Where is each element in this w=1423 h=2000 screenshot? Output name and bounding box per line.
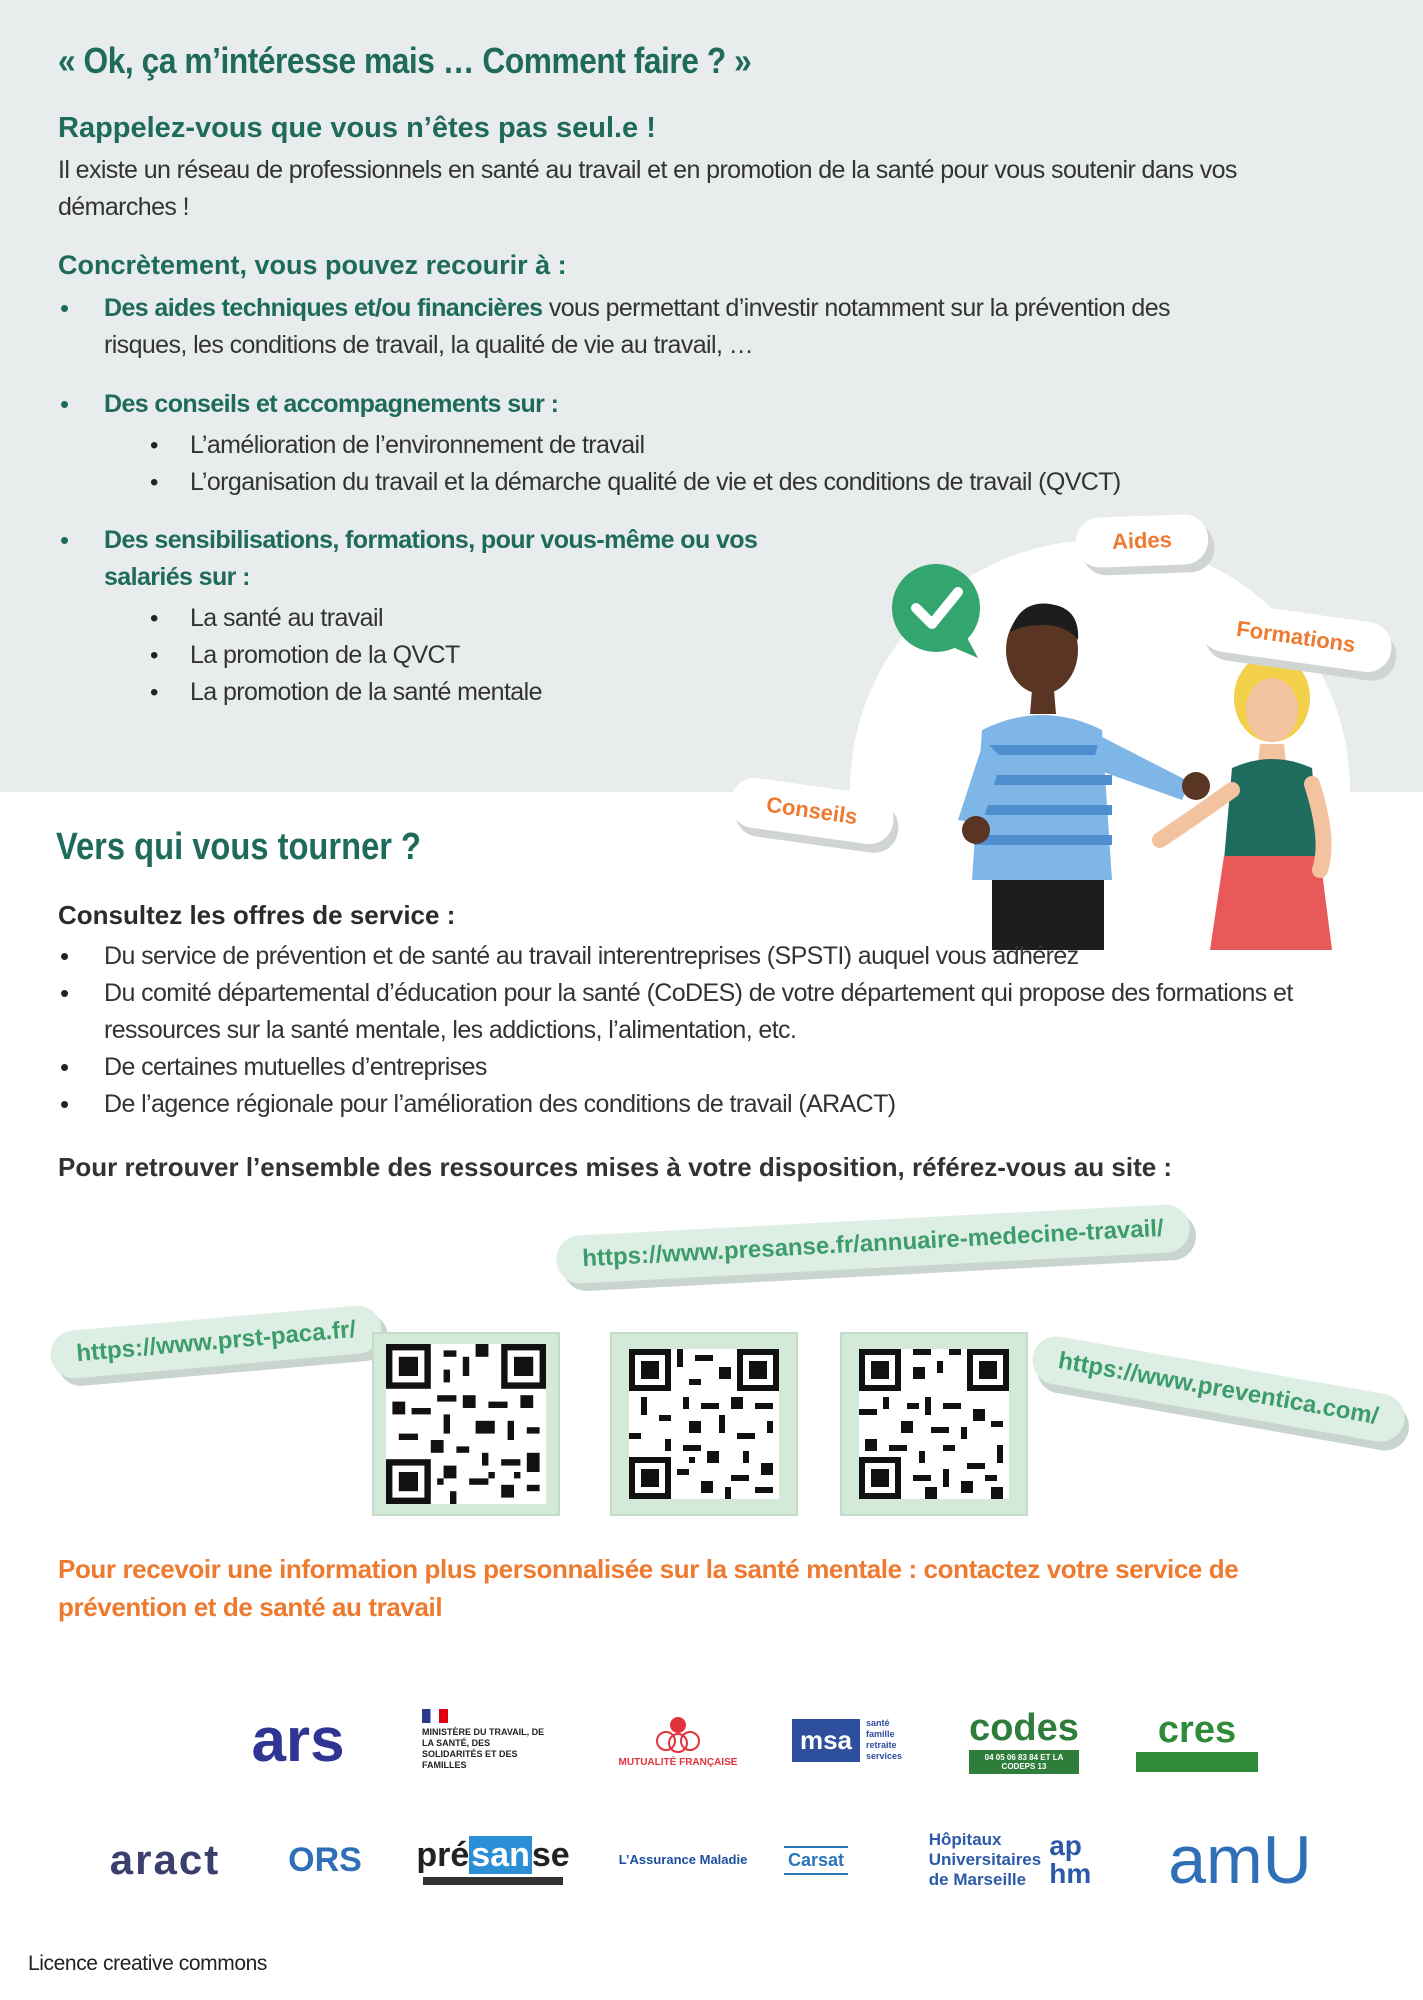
link-prst-paca[interactable]: https://www.prst-paca.fr/ (49, 1304, 384, 1381)
page-title: « Ok, ça m’intéresse mais … Comment faire ? » (58, 40, 752, 81)
logo-ors (282, 1820, 368, 1900)
logo-amu (1150, 1820, 1330, 1900)
sub-list-item: • L’organisation du travail et la démarche qualité de vie et des conditions de travail (QVCT) (104, 464, 1238, 501)
logo-aract-text: aract (109, 1836, 221, 1883)
logo-mutualite (618, 1695, 738, 1785)
logo-presanse (418, 1820, 568, 1900)
qr-code-icon (629, 1349, 779, 1499)
list-block-aides (58, 290, 1238, 364)
logo-hopitaux-text (929, 1830, 1041, 1890)
list-item: • De certaines mutuelles d’entreprises (58, 1049, 1368, 1086)
list-item: • De l’agence régionale pour l’amélioration des conditions de travail (ARACT) (58, 1086, 1368, 1123)
presanse-part: pré (416, 1835, 470, 1874)
logo-aract (90, 1820, 240, 1900)
link-presanse[interactable]: https://www.presanse.fr/annuaire-medecine-travail/ (555, 1203, 1191, 1284)
license-text: Licence creative commons (28, 1952, 268, 1975)
logo-amu-text: amU (1168, 1822, 1312, 1898)
logo-ars (228, 1695, 368, 1785)
qr-code-preventica[interactable] (840, 1332, 1028, 1516)
service-offers-list (58, 938, 1368, 1123)
list-block-formations (58, 522, 818, 711)
logo-carsat (770, 1820, 862, 1900)
list-item (58, 522, 818, 711)
section-subtitle: Rappelez-vous que vous n’êtes pas seul.e ! (58, 112, 656, 144)
msa-line: services (866, 1751, 903, 1761)
logo-cres-text: cres (1157, 1708, 1237, 1751)
list-item (58, 386, 1238, 501)
sub-list-item: • L’amélioration de l’environnement de travail (104, 427, 1238, 464)
hopitaux-line: de Marseille (928, 1870, 1027, 1889)
msa-line: famille (866, 1729, 895, 1739)
logo-ministere-text: MINISTÈRE DU TRAVAIL, DE LA SANTÉ, DES SOLIDARITÉS ET DES FAMILLES (422, 1727, 545, 1770)
logo-codes-text: codes (969, 1706, 1079, 1749)
link-preventica[interactable]: https://www.preventica.com/ (1029, 1333, 1408, 1446)
resources-heading: Pour retrouver l’ensemble des ressources mises à votre disposition, référez-vous au site : (58, 1152, 1173, 1182)
logo-mutualite-text: MUTUALITÉ FRANÇAISE (618, 1756, 738, 1768)
list-item-text: vous permettant d’investir notamment sur la prévention des risques, les conditions de travail, la qualité de vie au travail, … (104, 294, 1170, 359)
qr-code-prst[interactable] (372, 1332, 560, 1516)
sub-list-item: • La promotion de la QVCT (104, 637, 818, 674)
logo-assurance-text: L’Assurance Maladie (618, 1852, 748, 1867)
partner-logos-row-1 (0, 1690, 1423, 1790)
logo-msa-text: msa (792, 1719, 860, 1762)
list-block-conseils (58, 386, 1238, 501)
logo-assurance-maladie (618, 1820, 748, 1900)
tag-conseils: Conseils (727, 775, 896, 847)
logo-cres (1132, 1695, 1262, 1785)
list-item-bold: Des sensibilisations, formations, pour vous-même ou vos salariés sur : (104, 526, 758, 591)
aphm-line: hm (1049, 1858, 1092, 1889)
list-item (58, 290, 1238, 364)
intro-paragraph: Il existe un réseau de professionnels en santé au travail et en promotion de la santé pour vous soutenir dans vos démarches ! (58, 156, 1237, 221)
consult-heading: Consultez les offres de service : (58, 900, 456, 930)
tag-formations: Formations (1197, 599, 1394, 675)
logo-ars-text: ars (251, 1705, 345, 1775)
presanse-part: san (471, 1835, 530, 1874)
logo-codes (964, 1692, 1084, 1788)
contact-note: Pour recevoir une information plus personnalisée sur la santé mentale : contactez votre service de prévention et de santé au travail (58, 1554, 1239, 1622)
french-flag-icon (422, 1709, 448, 1723)
logo-carsat-text: Carsat (784, 1846, 848, 1875)
presanse-band (423, 1877, 563, 1885)
tag-aides: Aides (1075, 514, 1209, 569)
hopitaux-line: Hôpitaux (928, 1830, 1002, 1849)
qr-code-icon (859, 1349, 1009, 1499)
list-item: • Du service de prévention et de santé au travail interentreprises (SPSTI) auquel vous adhérez (58, 938, 1368, 975)
cres-band (1136, 1752, 1258, 1772)
sub-list-item: • La santé au travail (104, 600, 818, 637)
qr-code-presanse[interactable] (610, 1332, 798, 1516)
sub-list-item: • La promotion de la santé mentale (104, 674, 818, 711)
logo-presanse-text (416, 1836, 569, 1875)
logo-aphm (910, 1820, 1110, 1900)
msa-line: santé (866, 1718, 890, 1728)
section-title: Vers qui vous tourner ? (56, 826, 422, 868)
logo-codes-sub: 04 05 06 83 84 ET LA CODEPS 13 (969, 1750, 1079, 1774)
list-item-bold: Des conseils et accompagnements sur : (104, 390, 559, 418)
logo-msa (782, 1695, 912, 1785)
list-item: • Du comité départemental d’éducation pour la santé (CoDES) de votre département qui propose des formations et ressources sur la santé mentale, les addictions, l’alimentation, etc. (58, 975, 1368, 1049)
logo-ministere (422, 1695, 572, 1785)
logo-aphm-text (1049, 1832, 1091, 1888)
concretely-heading: Concrètement, vous pouvez recourir à : (58, 250, 567, 280)
partner-logos-row-2 (0, 1810, 1423, 1910)
logo-msa-lines (866, 1718, 902, 1762)
mutualite-rings-icon (648, 1713, 708, 1757)
presanse-part: se (531, 1835, 570, 1874)
msa-line: retraite (866, 1740, 897, 1750)
list-item-bold: Des aides techniques et/ou financières (104, 294, 543, 322)
logo-ors-text: ORS (288, 1840, 362, 1879)
aphm-line: ap (1049, 1830, 1082, 1861)
illustration-people (720, 500, 1400, 950)
qr-code-icon (386, 1344, 546, 1504)
hopitaux-line: Universitaires (928, 1850, 1042, 1869)
